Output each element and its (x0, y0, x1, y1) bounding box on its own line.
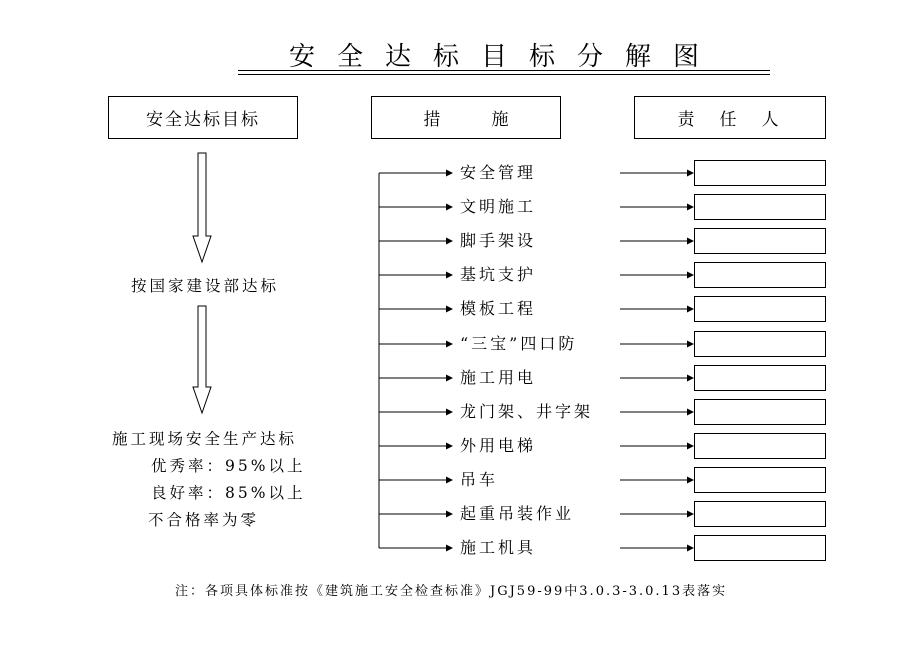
responsible-arrowhead (687, 409, 694, 416)
measure-item: 起重吊装作业 (460, 504, 575, 523)
measure-item: “三宝”四口防 (460, 334, 578, 353)
responsible-person-box[interactable] (694, 467, 826, 493)
responsible-arrowhead (687, 238, 694, 245)
responsible-person-box[interactable] (694, 262, 826, 288)
measure-branch-arrowhead (446, 170, 453, 177)
responsible-person-box[interactable] (694, 399, 826, 425)
measure-item: 文明施工 (460, 197, 537, 216)
responsible-arrowhead (687, 341, 694, 348)
measures-header-label: 措 施 (423, 110, 509, 130)
national-standard-text: 按国家建设部达标 (131, 277, 280, 295)
measure-branch-arrowhead (446, 272, 453, 279)
responsible-person-box[interactable] (694, 433, 826, 459)
measure-branch-arrowhead (446, 341, 453, 348)
excellent-rate-text: 优秀率：95%以上 (151, 457, 306, 475)
responsible-arrowhead (687, 170, 694, 177)
fail-rate-text: 不合格率为零 (148, 511, 260, 529)
goal-header-label: 安全达标目标 (146, 110, 260, 130)
measure-item: 安全管理 (460, 163, 537, 182)
measure-branch-arrowhead (446, 238, 453, 245)
measure-item: 龙门架、井字架 (460, 402, 594, 421)
measure-item: 施工机具 (460, 538, 537, 557)
measure-branch-arrowhead (446, 204, 453, 211)
responsible-person-box[interactable] (694, 535, 826, 561)
measure-item: 脚手架设 (460, 231, 537, 250)
measure-item: 基坑支护 (460, 265, 537, 284)
responsible-person-box[interactable] (694, 501, 826, 527)
responsible-person-box[interactable] (694, 194, 826, 220)
responsible-person-box[interactable] (694, 160, 826, 186)
responsible-arrowhead (687, 272, 694, 279)
responsible-arrowhead (687, 204, 694, 211)
down-arrow-2 (193, 306, 211, 413)
measure-branch-arrowhead (446, 409, 453, 416)
responsible-arrowhead (687, 545, 694, 552)
responsible-arrowhead (687, 375, 694, 382)
responsible-arrowhead (687, 443, 694, 450)
responsible-arrowhead (687, 306, 694, 313)
measure-branch-arrowhead (446, 443, 453, 450)
good-rate-text: 良好率：85%以上 (151, 484, 306, 502)
down-arrow-1 (193, 153, 211, 262)
measure-item: 模板工程 (460, 299, 537, 318)
measure-item: 施工用电 (460, 368, 537, 387)
site-standard-text: 施工现场安全生产达标 (112, 430, 298, 448)
page-title: 安全达标目标分解图 (288, 42, 721, 72)
responsible-arrowhead (687, 477, 694, 484)
measure-item: 吊车 (460, 470, 499, 489)
measure-branch-arrowhead (446, 511, 453, 518)
responsible-header-label: 责 任 人 (677, 110, 783, 130)
responsible-person-box[interactable] (694, 365, 826, 391)
measure-branch-arrowhead (446, 545, 453, 552)
measure-branch-arrowhead (446, 477, 453, 484)
responsible-arrowhead (687, 511, 694, 518)
responsible-person-box[interactable] (694, 331, 826, 357)
measure-branch-arrowhead (446, 375, 453, 382)
responsible-person-box[interactable] (694, 228, 826, 254)
measure-branch-arrowhead (446, 306, 453, 313)
responsible-person-box[interactable] (694, 296, 826, 322)
measure-item: 外用电梯 (460, 436, 537, 455)
footnote: 注：各项具体标准按《建筑施工安全检查标准》JGJ59-99中3.0.3-3.0.13表落实 (175, 584, 728, 599)
